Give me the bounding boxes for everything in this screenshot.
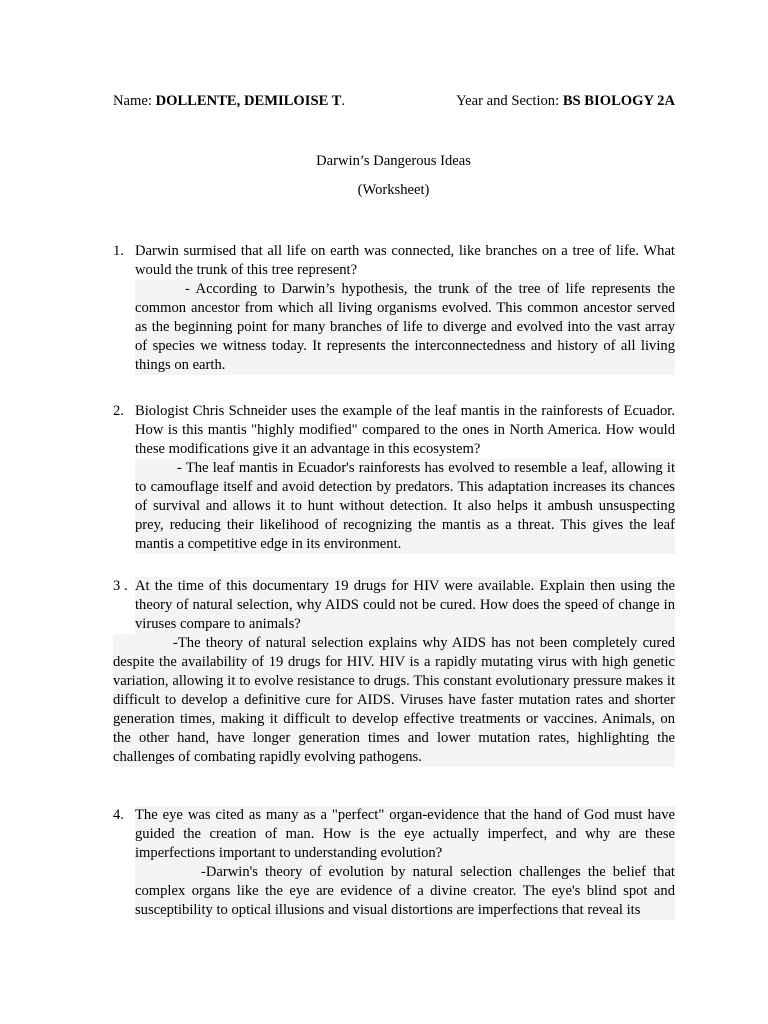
name-label: Name:	[113, 93, 156, 109]
document-subtitle: (Worksheet)	[357, 182, 430, 198]
question-text: Darwin surmised that all life on earth was connected, like branches on a tree of life. What would the trunk of this tree represent?	[135, 243, 675, 278]
name-value: DOLLENTE, DEMILOISE T	[155, 93, 342, 109]
question-line	[113, 806, 675, 863]
section-label: Year and Section:	[456, 93, 563, 109]
question-number: 4.	[113, 807, 124, 823]
question-line	[113, 402, 675, 459]
answer-text: - The leaf mantis in Ecuador's rainforests has evolved to resemble a leaf, allowing it to camouflage itself and avoid detection by predators. This adaptation increases its chances of survival and allows it to hunt without detection. It also helps it ambush unsuspecting prey, reducing their likelihood of recognizing the mantis as a threat. This gives the leaf mantis a competitive edge in its environment.	[135, 460, 675, 552]
document-title: Darwin’s Dangerous Ideas	[316, 153, 471, 169]
question-3	[113, 577, 675, 767]
question-line	[113, 242, 675, 280]
name-suffix: .	[341, 93, 346, 109]
name-field	[113, 92, 345, 111]
question-2	[113, 402, 675, 554]
answer-text: - According to Darwin’s hypothesis, the trunk of the tree of life represents the common ancestor from which all living organisms evolved. This common ancestor served as the beginning point for many branches of life to diverge and evolved into the vast array of species we witness today. It represents the interconnectedness and history of all living things on earth.	[135, 281, 675, 373]
section-field	[456, 92, 675, 111]
question-number: 1.	[113, 243, 124, 259]
student-header	[113, 92, 675, 111]
answer-text: -The theory of natural selection explains why AIDS has not been completely cured despite the availability of 19 drugs for HIV. HIV is a rapidly mutating virus with high genetic variation, allowing it to evolve resistance to drugs. This constant evolutionary pressure makes it difficult to develop a definitive cure for AIDS. Viruses have faster mutation rates and shorter generation times, making it difficult to develop effective treatments or vaccines. Animals, on the other hand, have longer generation times and lower mutation rates, highlighting the challenges of combating rapidly evolving pathogens.	[113, 635, 675, 765]
question-text: The eye was cited as many as a "perfect" organ-evidence that the hand of God must have guided the creation of man. How is the eye actually imperfect, and why are these imperfections important to understanding evolution?	[135, 807, 675, 861]
question-1	[113, 242, 675, 375]
question-number: 2.	[113, 403, 124, 419]
question-4	[113, 806, 675, 920]
question-text: Biologist Chris Schneider uses the example of the leaf mantis in the rainforests of Ecuador. How is this mantis "highly modified" compared to the ones in North America. How would these modifications give it an advantage in this ecosystem?	[135, 403, 675, 457]
section-value: BS BIOLOGY 2A	[562, 93, 675, 109]
answer-text: -Darwin's theory of evolution by natural selection challenges the belief that complex organs like the eye are evidence of a divine creator. The eye's blind spot and susceptibility to optical illusions and visual distortions are imperfections that reveal its	[135, 864, 675, 918]
question-line	[113, 577, 675, 634]
question-number: 3 .	[113, 578, 128, 594]
question-text: At the time of this documentary 19 drugs for HIV were available. Explain then using the theory of natural selection, why AIDS could not be cured. How does the speed of change in viruses compare to animals?	[135, 578, 675, 632]
